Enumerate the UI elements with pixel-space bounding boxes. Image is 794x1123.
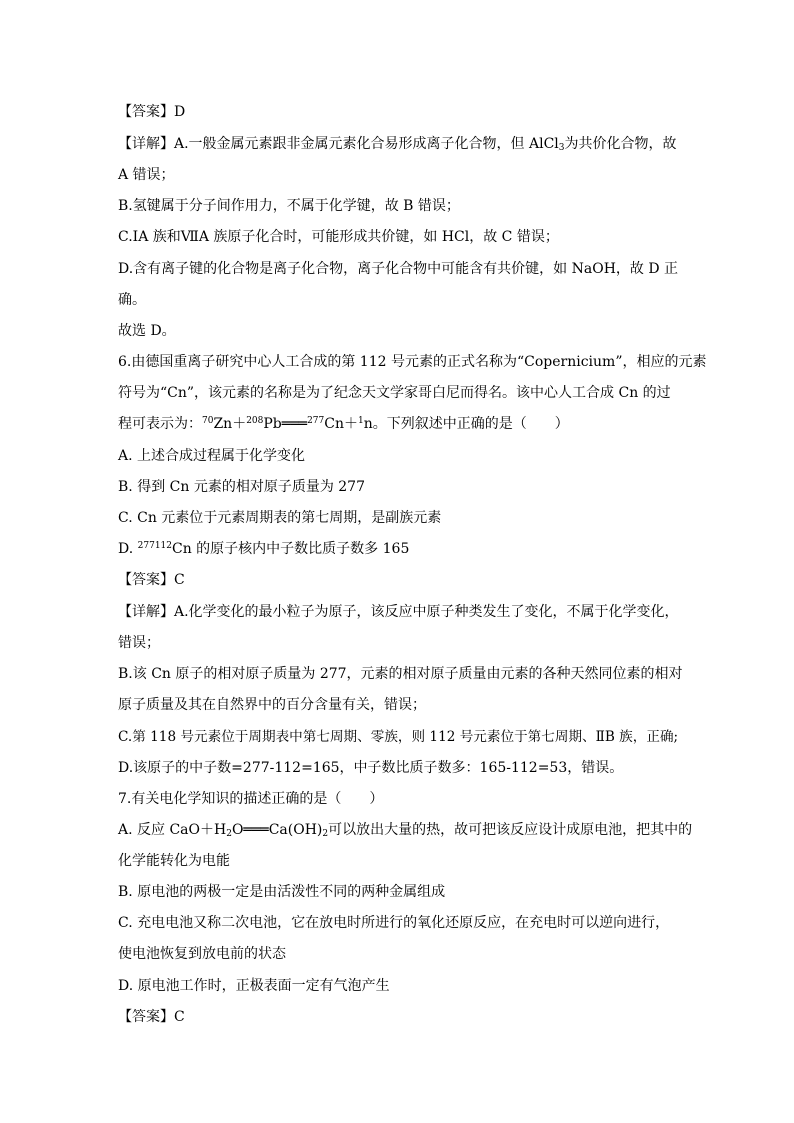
q7-option-a-line-2: 化学能转化为电能	[118, 853, 230, 869]
q5-detail-b-line: B.氢键属于分子间作用力，不属于化学键，故 B 错误；	[118, 198, 460, 214]
q6-stem-line-1: 6.由德国重离子研究中心人工合成的第 112 号元素的正式名称为“Copernicium”，相应的元素	[118, 354, 707, 370]
q6-detail-c-line: C.第 118 号元素位于周期表中第七周期、零族，则 112 号元素位于第七周期、ⅡB 族，正确;	[118, 729, 679, 745]
answer-label: 【答案】	[118, 1009, 174, 1025]
q7-option-c-line-1: C. 充电电池又称二次电池，它在放电时所进行的氧化还原反应，在充电时可以逆向进行，	[118, 915, 670, 931]
q6-stem-line-3: 程可表示为：$^{70}$Zn＋$^{208}$Pb═══$^{277}$Cn＋$^1$n。下列叙述中正确的是（ ）	[118, 416, 569, 432]
answer-value: D	[174, 104, 186, 120]
q6-option-c: C. Cn 元素位于元素周期表的第七周期，是副族元素	[118, 510, 442, 526]
q7-option-a-line-1: A. 反应 $CaO+H_2O═══Ca(OH)_2$可以放出大量的热，故可把该反应设计成原电池，把其中的	[118, 822, 693, 839]
q5-answer-line	[118, 102, 185, 122]
q6-detail-a-line-2: 错误；	[118, 635, 160, 651]
q5-conclusion-line: 故选 D。	[118, 323, 176, 339]
answer-label: 【答案】	[118, 572, 174, 588]
q7-option-d: D. 原电池工作时，正极表面一定有气泡产生	[118, 978, 390, 994]
q6-detail-b-line-2: 原子质量及其在自然界中的百分含量有关，错误；	[118, 697, 426, 713]
q5-detail-a-line-2: A 错误；	[118, 167, 175, 183]
q6-answer-line	[118, 570, 185, 590]
q5-detail-d-line-2: 确。	[118, 292, 146, 308]
answer-value: C	[174, 1009, 185, 1025]
q6-option-a: A. 上述合成过程属于化学变化	[118, 448, 306, 464]
q7-option-c-line-2: 使电池恢复到放电前的状态	[118, 946, 286, 962]
q6-stem-line-2: 符号为“Cn”，该元素的名称是为了纪念天文学家哥白尼而得名。该中心人工合成 Cn 的过	[118, 385, 671, 401]
q6-option-b: B. 得到 Cn 元素的相对原子质量为 277	[118, 479, 365, 495]
q7-option-b: B. 原电池的两极一定是由活泼性不同的两种金属组成	[118, 884, 446, 900]
detail-label: 【详解】	[118, 136, 174, 152]
q6-detail-b-line-1: B.该 Cn 原子的相对原子质量为 277，元素的相对原子质量由元素的各种天然同位素的相对	[118, 666, 683, 682]
q6-detail-d-line: D.该原子的中子数=277-112=165，中子数比质子数多：165-112=53，错误。	[118, 760, 624, 776]
q7-stem-line: 7.有关电化学知识的描述正确的是（ ）	[118, 791, 384, 807]
answer-label: 【答案】	[118, 104, 174, 120]
answer-value: C	[174, 572, 185, 588]
q5-detail-d-line-1: D.含有离子键的化合物是离子化合物，离子化合物中可能含有共价键，如 NaOH，故 D 正	[118, 261, 679, 277]
q5-detail-a-line-1: 【详解】A.一般金属元素跟非金属元素化合易形成离子化合物，但 AlCl$_3$为共价化合物，故	[118, 136, 677, 153]
q5-detail-c-line: C.ⅠA 族和ⅦA 族原子化合时，可能形成共价键，如 HCl，故 C 错误；	[118, 229, 559, 245]
q6-detail-a-line-1: 【详解】A.化学变化的最小粒子为原子，该反应中原子种类发生了变化，不属于化学变化，	[118, 604, 679, 620]
q6-option-d: D. $^{277112}$Cn 的原子核内中子数比质子数多 165	[118, 541, 410, 557]
detail-label: 【详解】	[118, 604, 174, 620]
q7-answer-line	[118, 1007, 185, 1027]
